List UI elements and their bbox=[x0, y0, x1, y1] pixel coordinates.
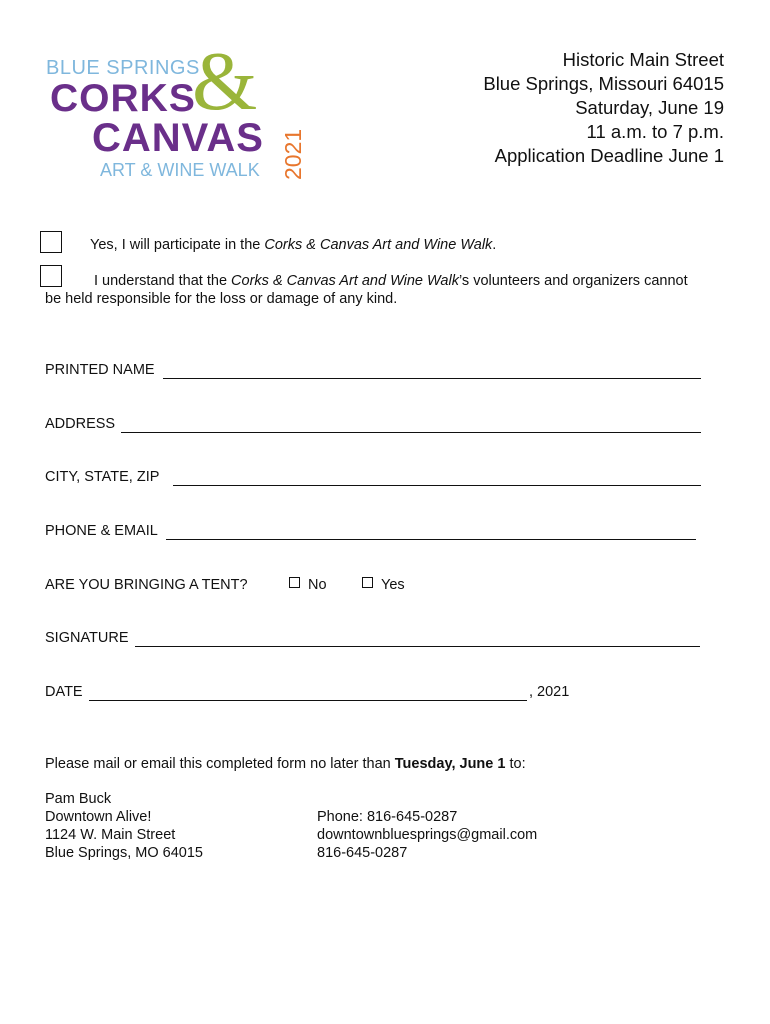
date-line[interactable] bbox=[89, 686, 527, 701]
logo-blue-springs: BLUE SPRINGS bbox=[46, 57, 200, 79]
mail-instructions-suffix: to: bbox=[505, 756, 526, 772]
event-date: Saturday, June 19 bbox=[575, 97, 724, 118]
event-logo bbox=[44, 35, 314, 188]
mail-instructions bbox=[45, 756, 526, 772]
tent-yes-label: Yes bbox=[381, 577, 405, 593]
tent-yes-option[interactable] bbox=[362, 577, 405, 593]
event-info bbox=[483, 48, 724, 168]
understand-statement-line2: be held responsible for the loss or damage of any kind. bbox=[45, 291, 398, 307]
logo-canvas: CANVAS bbox=[92, 116, 264, 160]
participate-text: Yes, I will participate in the bbox=[90, 237, 265, 253]
contact-name: Pam Buck bbox=[45, 791, 112, 807]
signature-label: SIGNATURE bbox=[45, 630, 129, 646]
understand-text: I understand that the bbox=[94, 273, 232, 289]
logo-art-wine-walk: ART & WINE WALK bbox=[100, 160, 260, 180]
printed-name-label: PRINTED NAME bbox=[45, 362, 155, 378]
participate-suffix: . bbox=[492, 237, 497, 253]
date-year: , 2021 bbox=[529, 684, 570, 700]
contact-details bbox=[317, 808, 537, 862]
phone-email-label: PHONE & EMAIL bbox=[45, 523, 158, 539]
contact-email[interactable]: downtownbluesprings@gmail.com bbox=[317, 827, 538, 843]
event-city: Blue Springs, Missouri 64015 bbox=[483, 73, 724, 94]
logo-corks: CORKS bbox=[50, 77, 196, 120]
contact-phone: Phone: 816-645-0287 bbox=[317, 809, 458, 825]
understand-suffix: ’s volunteers and organizers cannot bbox=[458, 273, 688, 289]
tent-no-option[interactable] bbox=[289, 577, 327, 593]
understand-checkbox[interactable] bbox=[40, 265, 62, 287]
address-label: ADDRESS bbox=[45, 416, 116, 432]
understand-statement bbox=[94, 273, 688, 289]
mail-instructions-text: Please mail or email this completed form no later than bbox=[45, 756, 395, 772]
participate-event-name: Corks & Canvas Art and Wine Walk bbox=[264, 237, 493, 253]
mail-deadline: Tuesday, June 1 bbox=[394, 756, 506, 772]
signature-line[interactable] bbox=[135, 632, 700, 647]
tent-yes-checkbox[interactable] bbox=[362, 577, 373, 588]
printed-name-line[interactable] bbox=[163, 364, 701, 379]
logo-year: 2021 bbox=[280, 128, 306, 180]
contact-org: Downtown Alive! bbox=[45, 809, 152, 825]
date-label: DATE bbox=[45, 684, 83, 700]
mailing-address bbox=[45, 790, 203, 862]
tent-question-label: ARE YOU BRINGING A TENT? bbox=[45, 577, 248, 593]
city-state-zip-label: CITY, STATE, ZIP bbox=[45, 469, 160, 485]
phone-email-line[interactable] bbox=[166, 525, 696, 540]
understand-event-name: Corks & Canvas Art and Wine Walk bbox=[231, 273, 459, 289]
participate-checkbox[interactable] bbox=[40, 231, 62, 253]
event-street: Historic Main Street bbox=[562, 49, 724, 70]
application-deadline: Application Deadline June 1 bbox=[494, 145, 724, 166]
tent-no-label: No bbox=[308, 577, 327, 593]
address-line[interactable] bbox=[121, 418, 701, 433]
contact-street: 1124 W. Main Street bbox=[45, 827, 176, 843]
logo-ampersand: & bbox=[192, 35, 258, 128]
participate-statement bbox=[90, 237, 496, 253]
event-time: 11 a.m. to 7 p.m. bbox=[586, 121, 724, 142]
city-state-zip-line[interactable] bbox=[173, 471, 701, 486]
tent-no-checkbox[interactable] bbox=[289, 577, 300, 588]
contact-city: Blue Springs, MO 64015 bbox=[45, 845, 203, 861]
contact-phone-2: 816-645-0287 bbox=[317, 845, 408, 861]
